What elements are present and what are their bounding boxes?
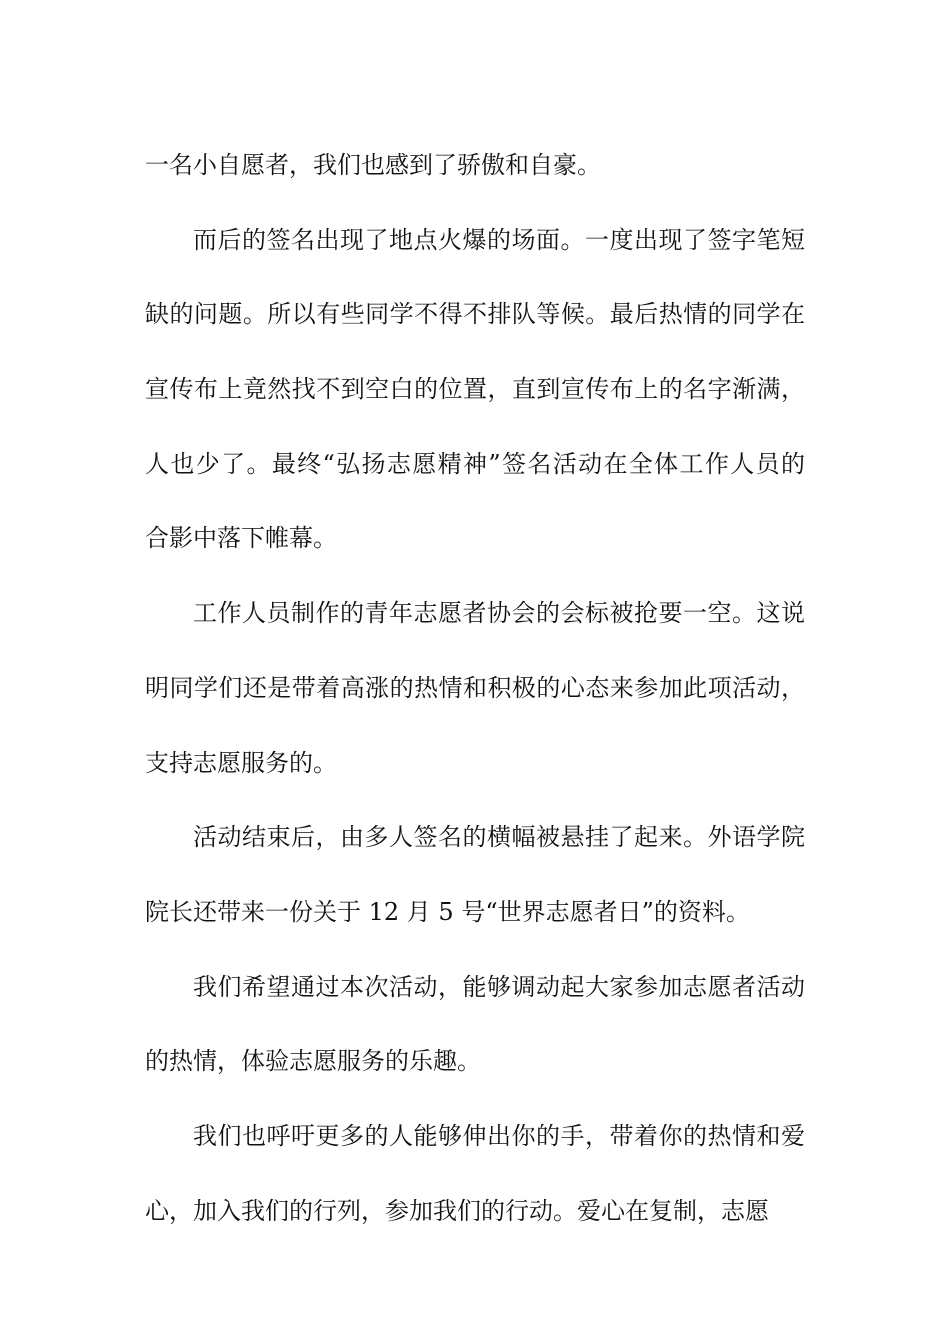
text-line: 一名小自愿者，我们也感到了骄傲和自豪。: [145, 151, 601, 179]
text-line: 活动结束后，由多人签名的横幅被悬挂了起来。外语学院: [193, 823, 805, 852]
body-text: [145, 128, 805, 1248]
text-line: 人也少了。最终“弘扬志愿精神”签名活动在全体工作人员的: [145, 449, 805, 478]
text-line: 支持志愿服务的。: [145, 748, 337, 777]
text-line: 明同学们还是带着高涨的热情和积极的心态来参加此项活动，: [145, 673, 805, 702]
text-line: 工作人员制作的青年志愿者协会的会标被抢要一空。这说: [193, 599, 805, 628]
text-line: 而后的签名出现了地点火爆的场面。一度出现了签字笔短: [193, 225, 805, 254]
text-line: 合影中落下帷幕。: [145, 524, 337, 553]
text-line: 我们希望通过本次活动，能够调动起大家参加志愿者活动: [193, 972, 805, 1001]
text-line: 我们也呼吁更多的人能够伸出你的手，带着你的热情和爱: [193, 1121, 805, 1150]
text-line: 宣传布上竟然找不到空白的位置，直到宣传布上的名字渐满，: [145, 375, 805, 404]
text-line: 的热情，体验志愿服务的乐趣。: [145, 1047, 481, 1076]
text-line: 心，加入我们的行列，参加我们的行动。爱心在复制，志愿: [145, 1196, 769, 1225]
text-line: 院长还带来一份关于 12 月 5 号“世界志愿者日”的资料。: [145, 897, 750, 926]
text-line: 缺的问题。所以有些同学不得不排队等候。最后热情的同学在: [145, 300, 805, 329]
